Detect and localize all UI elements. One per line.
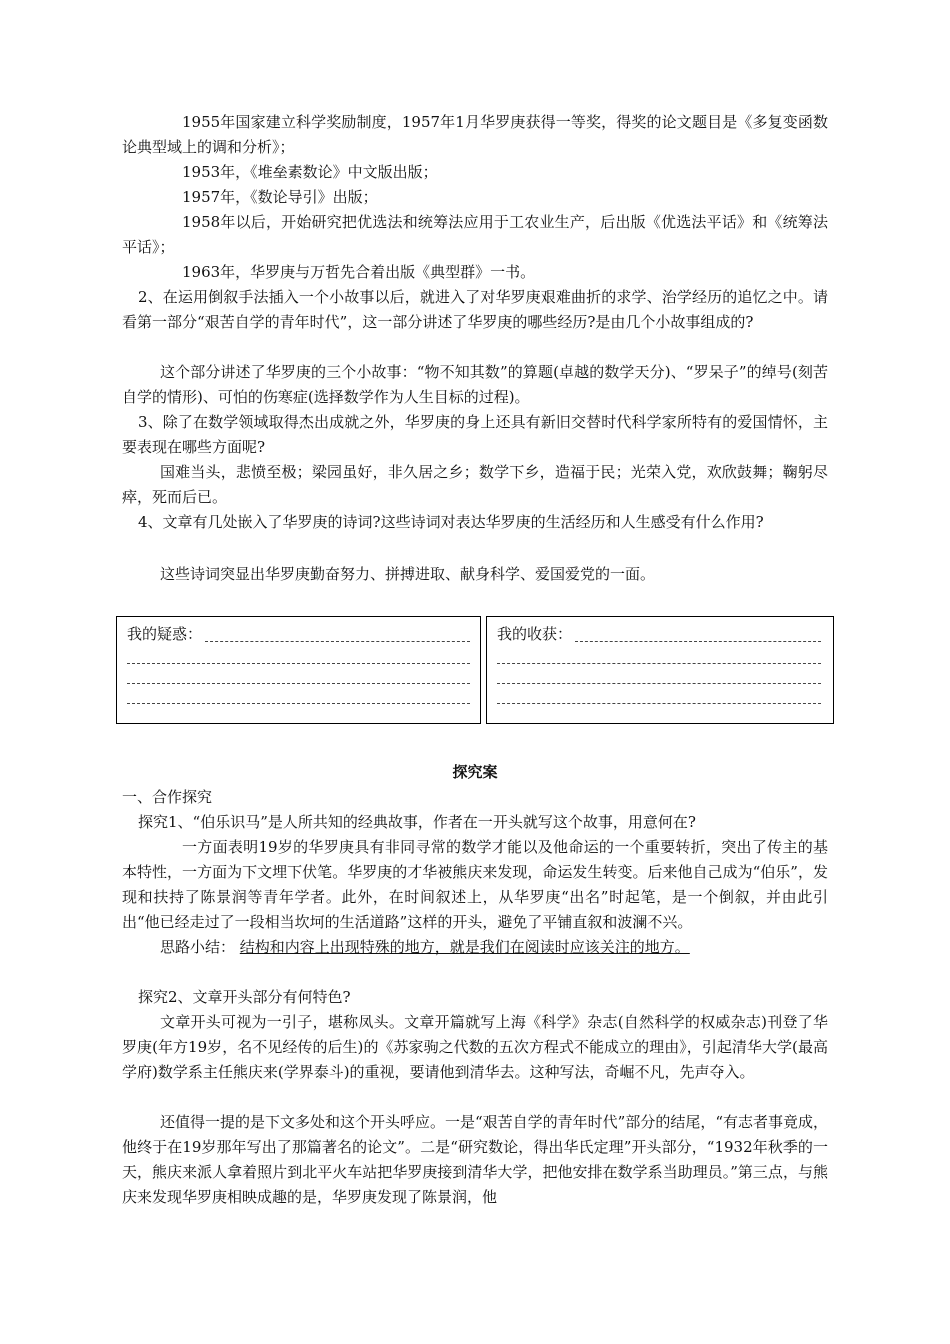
- inquiry-1-answer: 一方面表明19岁的华罗庚具有非同寻常的数学才能以及他命运的一个重要转折，突出了传主的基本特性，一方面为下文埋下伏笔。华罗庚的才华被熊庆来发现，命运发生转变。后来他自己成为“伯乐”，发现和扶持了陈景润等青年学者。此外，在时间叙述上，从华罗庚“出名”时起笔，是一个倒叙，并由此引出“他已经走过了一段相当坎坷的生活道路”这样的开头，避免了平铺直叙和波澜不兴。: [122, 838, 828, 931]
- item-1963: 1963年，华罗庚与万哲先合着出版《典型群》一书。: [182, 263, 536, 281]
- section-title: 探究案: [452, 763, 498, 781]
- question-4: 4、文章有几处嵌入了华罗庚的诗词?这些诗词对表达华罗庚的生活经历和人生感受有什么作用?: [138, 513, 764, 531]
- writing-line: [575, 641, 821, 642]
- summary-label: 思路小结：: [160, 938, 236, 956]
- section-heading: 一、合作探究: [122, 788, 213, 806]
- item-1955: 1955年国家建立科学奖励制度，1957年1月华罗庚获得一等奖，得奖的论文题目是《多复变函数论典型域上的调和分析》；: [122, 113, 828, 156]
- answer-3: 国难当头，悲愤至极；梁园虽好，非久居之乡；数学下乡，造福于民；光荣入党，欢欣鼓舞；鞠躬尽瘁，死而后已。: [122, 463, 828, 506]
- item-1957: 1957年，《数论导引》出版；: [182, 188, 378, 206]
- answer-2: 这个部分讲述了华罗庚的三个小故事：“物不知其数”的算题(卓越的数学天分)、“罗呆子”的绰号(刻苦自学的情形)、可怕的伤寒症(选择数学作为人生目标的过程)。: [122, 363, 828, 406]
- writing-line: [127, 683, 470, 684]
- summary: [122, 935, 828, 960]
- item-1953: 1953年，《堆垒素数论》中文版出版；: [182, 163, 438, 181]
- writing-line: [497, 683, 821, 684]
- inquiry-2-question: 探究2、文章开头部分有何特色?: [138, 988, 351, 1006]
- inquiry-2-answer-1: 文章开头可视为一引子，堪称凤头。文章开篇就写上海《科学》杂志(自然科学的权威杂志)刊登了华罗庚(年方19岁，名不见经传的后生)的《苏家驹之代数的五次方程式不能成立的理由》，引起清华大学(最高学府)数学系主任熊庆来(学界泰斗)的重视，要请他到清华去。这种写法，奇崛不凡，先声夺入。: [122, 1013, 828, 1081]
- inquiry-2-answer-2: 还值得一提的是下文多处和这个开头呼应。一是“艰苦自学的青年时代”部分的结尾，“有志者事竟成，他终于在19岁那年写出了那篇著名的论文”。二是“研究数论，得出华氏定理”开头部分，“1932年秋季的一天，熊庆来派人拿着照片到北平火车站把华罗庚接到清华大学，把他安排在数学系当助理员。”第三点，与熊庆来发现华罗庚相映成趣的是，华罗庚发现了陈景润，他: [122, 1113, 829, 1206]
- inquiry-1-question: 探究1、“伯乐识马”是人所共知的经典故事，作者在一开头就写这个故事，用意何在?: [138, 813, 696, 831]
- doubts-box[interactable]: [116, 616, 481, 724]
- gains-label: 我的收获：: [497, 625, 573, 643]
- writing-line: [127, 663, 470, 664]
- item-1958: 1958年以后，开始研究把优选法和统筹法应用于工农业生产，后出版《优选法平话》和《统筹法平话》；: [122, 213, 828, 256]
- writing-line: [497, 703, 821, 704]
- question-2: 2、在运用倒叙手法插入一个小故事以后，就进入了对华罗庚艰难曲折的求学、治学经历的追忆之中。请看第一部分“艰苦自学的青年时代”，这一部分讲述了华罗庚的哪些经历?是由几个小故事组成的?: [122, 288, 828, 331]
- answer-4: 这些诗词突显出华罗庚勤奋努力、拼搏进取、献身科学、爱国爱党的一面。: [160, 565, 656, 583]
- question-3: 3、除了在数学领域取得杰出成就之外，华罗庚的身上还具有新旧交替时代科学家所特有的爱国情怀，主要表现在哪些方面呢?: [122, 413, 828, 456]
- writing-line: [497, 663, 821, 664]
- reflection-boxes: [116, 616, 834, 726]
- summary-text: 结构和内容上出现特殊的地方，就是我们在阅读时应该关注的地方。: [239, 938, 690, 956]
- gains-box[interactable]: [486, 616, 834, 724]
- writing-line: [205, 641, 470, 642]
- writing-line: [127, 703, 470, 704]
- doubts-label: 我的疑惑：: [127, 625, 203, 643]
